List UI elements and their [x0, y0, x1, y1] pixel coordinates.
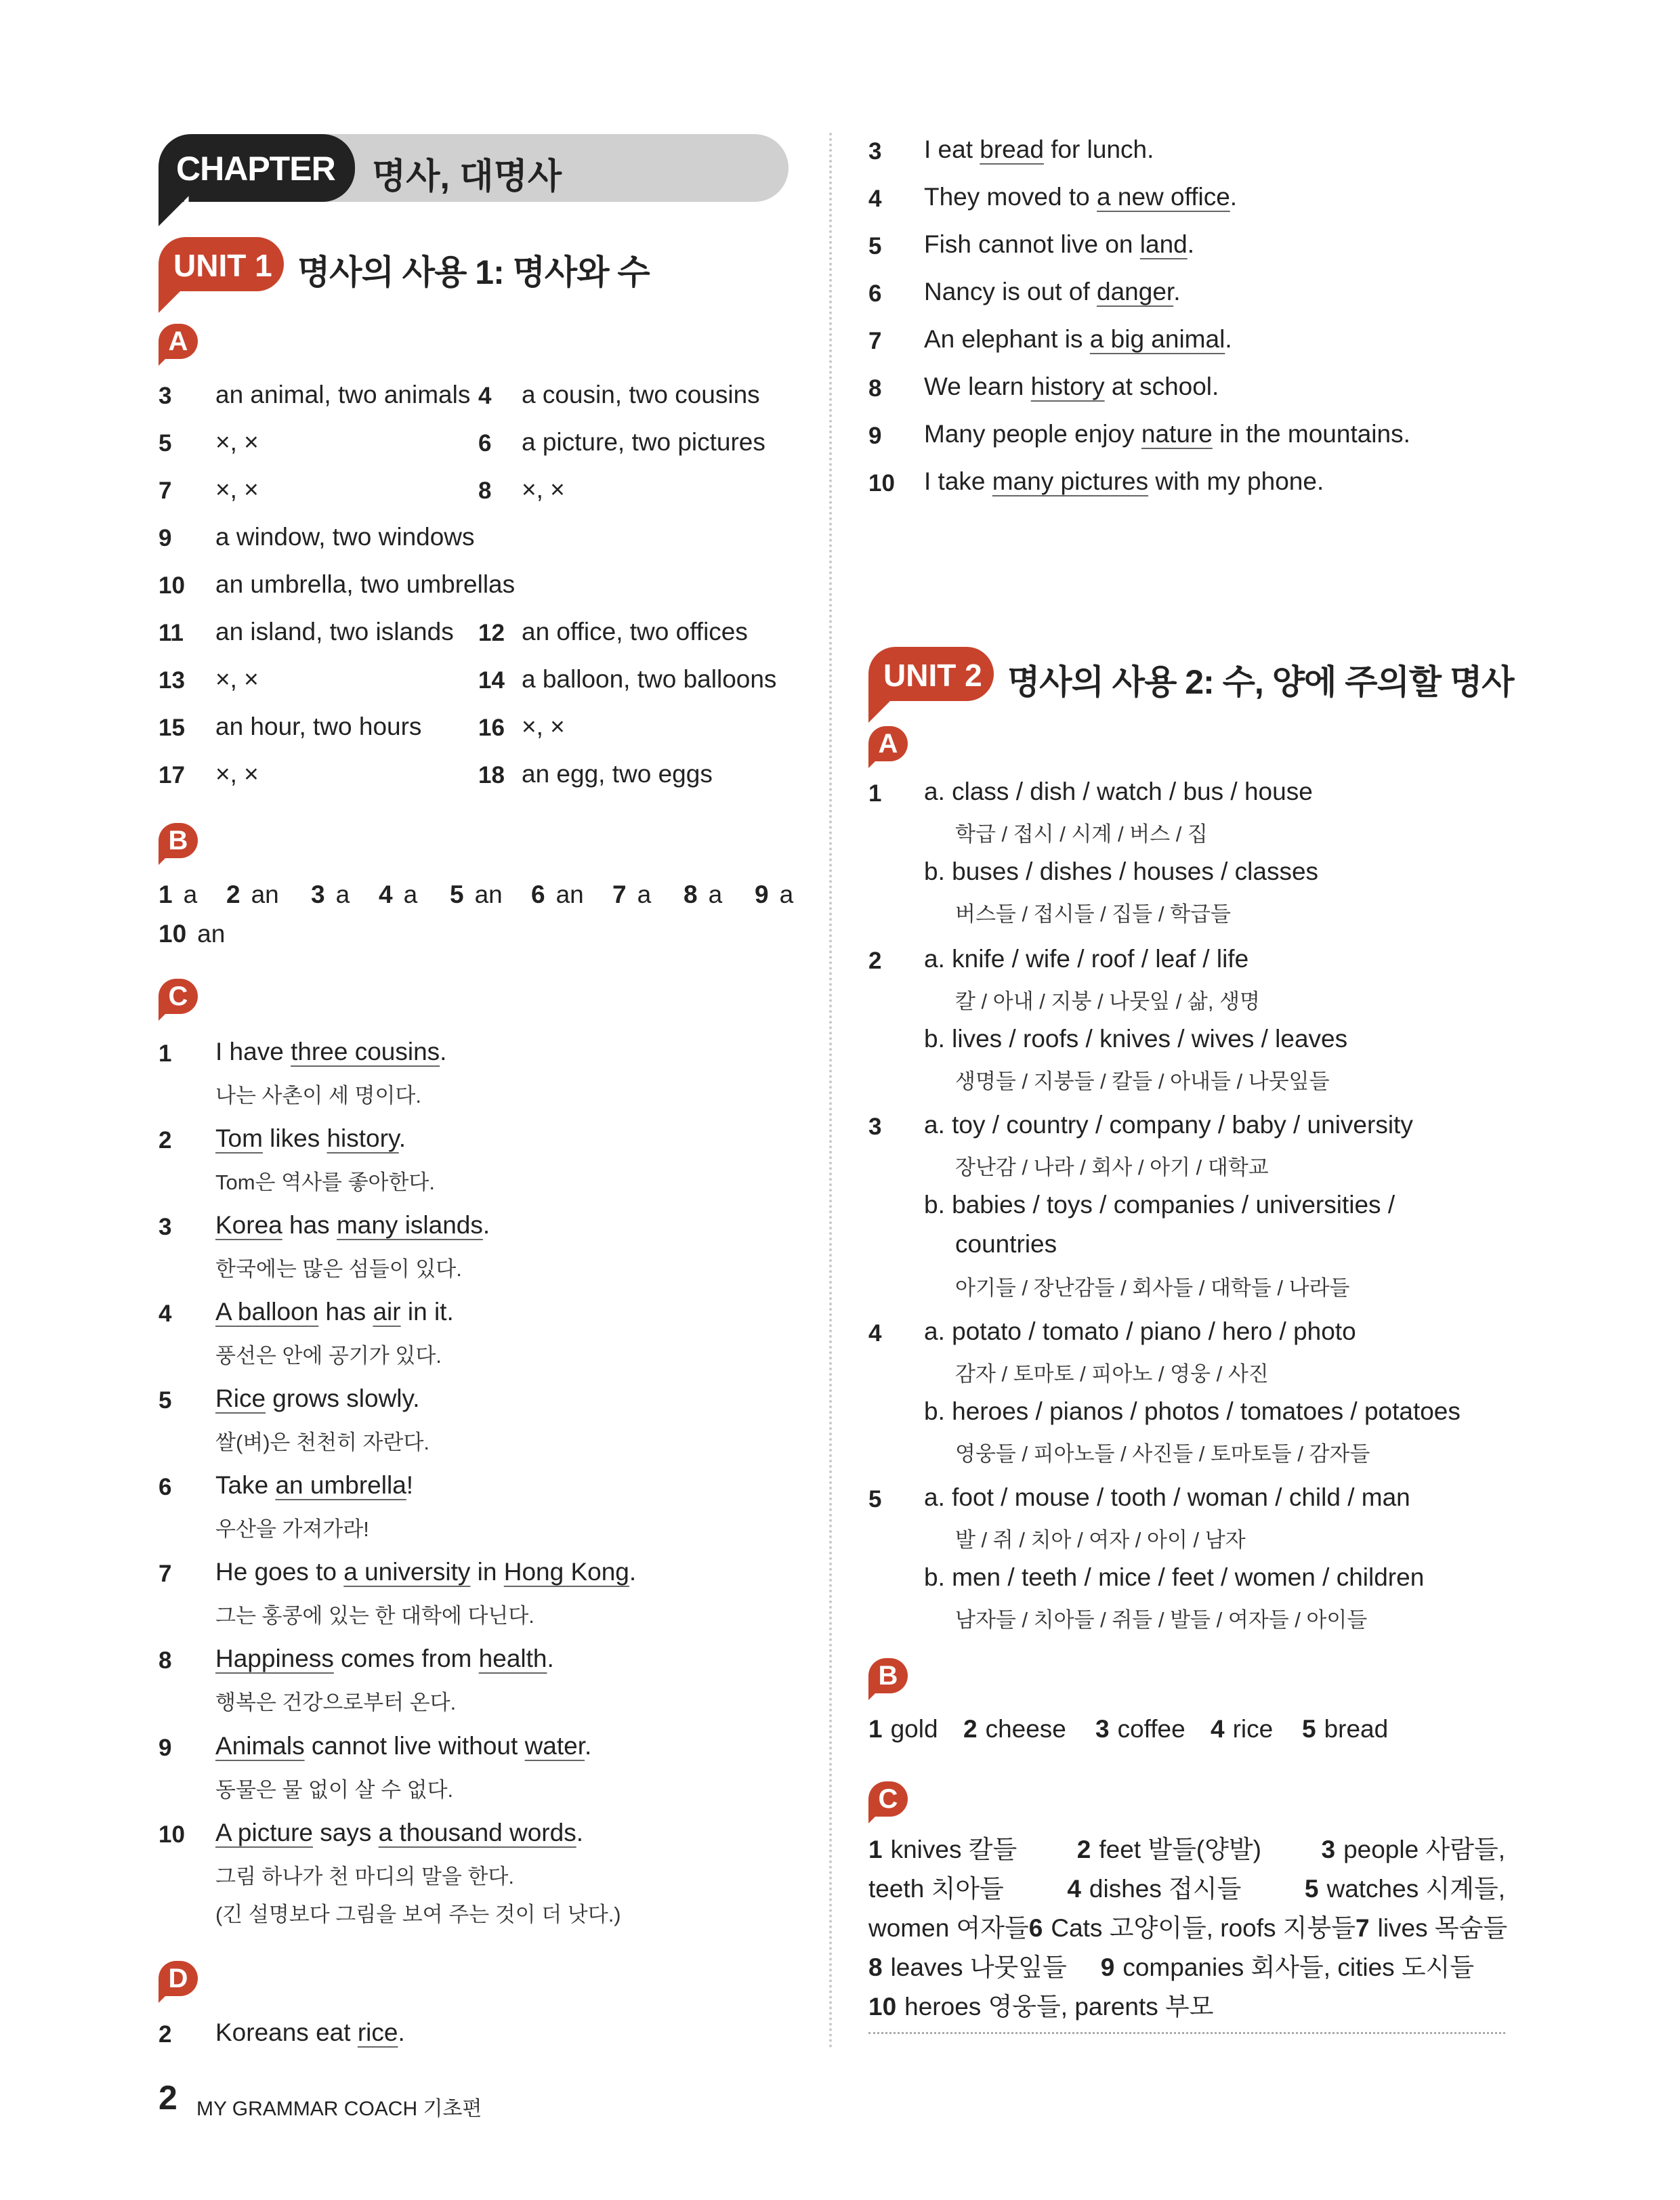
korean-translation: 동물은 물 없이 살 수 없다.: [215, 1778, 454, 1802]
sentence-text: in it.: [400, 1298, 454, 1326]
plural-list: b. babies / toys / companies / universities /: [924, 1191, 1395, 1219]
sentence-text: I take: [924, 467, 992, 495]
chapter-label: CHAPTER 1: [176, 150, 335, 227]
sentence-text: .: [1225, 325, 1232, 353]
c-answer-item: [868, 1909, 1029, 1948]
unit2-title: 명사의 사용 2: 수, 양에 주의할 명사: [1007, 663, 1514, 701]
answer-sentence: [215, 1732, 591, 1760]
item-number: 4: [1067, 1875, 1081, 1903]
answer-sentence: [924, 420, 1410, 448]
answer-sentence: [215, 1384, 420, 1413]
item-number: 4: [868, 186, 882, 212]
answer-sentence: [924, 183, 1237, 211]
chapter-title: 명사, 대명사: [372, 157, 562, 196]
underlined-answer: health: [478, 1645, 547, 1672]
sentence-text: .: [482, 1211, 490, 1239]
answer-text: an umbrella, two umbrellas: [215, 570, 516, 598]
item-number: 6: [1028, 1914, 1043, 1942]
unit1-label: UNIT 1: [173, 248, 272, 283]
item-number: 6: [159, 1474, 172, 1500]
underlined-answer: history: [327, 1124, 399, 1152]
answer-text: women 여자들: [868, 1914, 1029, 1942]
underlined-answer: many islands: [336, 1211, 483, 1239]
sentence-text: Many people enjoy: [924, 420, 1141, 448]
c-answer-item: [868, 1948, 1067, 1987]
sentence-text: .: [629, 1558, 637, 1586]
plural-korean: 아기들 / 장난감들 / 회사들 / 대학들 / 나라들: [955, 1276, 1350, 1300]
item-number: 8: [868, 375, 882, 402]
answer-text: a picture, two pictures: [522, 428, 765, 456]
answer-text: lives 목숨들: [1377, 1914, 1508, 1942]
item-number: 9: [1100, 1953, 1115, 1981]
c-answer-line: [868, 1830, 1505, 1869]
b-answer-item: [868, 1715, 938, 1743]
item-number: 1: [868, 1715, 883, 1743]
section-a-badge: A: [159, 324, 199, 364]
underlined-answer: air: [373, 1298, 401, 1326]
item-number: 12: [478, 620, 505, 646]
answer-text: ×, ×: [215, 665, 259, 693]
chapter-tail: [159, 195, 190, 226]
underlined-answer: a new office: [1097, 183, 1230, 211]
sentence-text: .: [1187, 230, 1195, 258]
korean-translation: 그림 하나가 천 마디의 말을 한다.: [215, 1865, 514, 1888]
plural-list: b. lives / roofs / knives / wives / leaves: [924, 1025, 1348, 1053]
answer-text: teeth 치아들: [868, 1875, 1004, 1903]
answer-sentence: [215, 1819, 583, 1847]
c-answer-item: [1067, 1869, 1241, 1909]
answer-text: an office, two offices: [522, 618, 748, 646]
korean-translation: 우산을 가져가라!: [215, 1517, 369, 1541]
item-number: 9: [755, 881, 769, 908]
sentence-text: An elephant is: [924, 325, 1090, 353]
singular-list: a. potato / tomato / piano / hero / photo: [924, 1317, 1356, 1345]
c-answer-item: [1356, 1909, 1507, 1948]
b-answer-item: [755, 881, 793, 909]
item-number: 1: [868, 780, 882, 807]
item-number: 11: [159, 620, 184, 646]
unit2-section-b-badge: B: [868, 1658, 909, 1699]
item-number: 16: [478, 715, 505, 741]
column-divider: [829, 133, 832, 2050]
sentence-text: in: [470, 1558, 504, 1586]
item-number: 8: [478, 478, 492, 504]
answer-text: an: [474, 881, 503, 908]
sentence-text: .: [585, 1732, 592, 1760]
answer-sentence: [215, 1471, 413, 1500]
answer-text: heroes 영웅들, parents 부모: [904, 1993, 1214, 2021]
korean-translation: 행복은 건강으로부터 온다.: [215, 1691, 457, 1714]
answer-sentence: [215, 1298, 454, 1326]
sentence-text: says: [312, 1819, 379, 1846]
underlined-answer: a university: [343, 1558, 471, 1586]
c-answer-item: [868, 1987, 1214, 2027]
item-number: 7: [612, 881, 627, 908]
b-answer-item: [1211, 1715, 1273, 1743]
underlined-answer: Rice: [215, 1384, 266, 1412]
item-number: 5: [1302, 1715, 1316, 1743]
sentence-text: cannot live without: [304, 1732, 525, 1760]
c-answer-item: [868, 1830, 1017, 1869]
sentence-text: We learn: [924, 373, 1031, 400]
item-number: 15: [159, 715, 185, 741]
sentence-text: .: [1173, 278, 1181, 305]
korean-note: (긴 설명보다 그림을 보여 주는 것이 더 낫다.): [215, 1903, 621, 1926]
b-answer-item: [963, 1715, 1066, 1743]
sentence-text: has: [282, 1211, 337, 1239]
c-answer-item: [1029, 1909, 1356, 1948]
underlined-answer: land: [1139, 230, 1188, 258]
unit1-pill: [159, 237, 284, 291]
item-number: 7: [159, 478, 172, 504]
underlined-answer: Hong Kong: [503, 1558, 629, 1586]
item-number: 5: [868, 233, 882, 259]
answer-text: watches 시계들,: [1326, 1875, 1505, 1903]
answer-sentence: [215, 1038, 446, 1066]
unit1-tail: [159, 286, 186, 313]
answer-text: companies 회사들, cities 도시들: [1122, 1953, 1475, 1981]
answer-sentence: [924, 230, 1194, 259]
item-number: 4: [478, 383, 492, 409]
sentence-text: I eat: [924, 135, 980, 163]
sentence-text: Fish cannot live on: [924, 230, 1140, 258]
item-number: 1: [159, 1040, 172, 1067]
korean-translation: Tom은 역사를 좋아한다.: [215, 1170, 435, 1194]
underlined-answer: A balloon: [215, 1298, 319, 1326]
item-number: 7: [868, 328, 882, 354]
plural-list: b. men / teeth / mice / feet / women / children: [924, 1563, 1425, 1591]
item-number: 2: [963, 1715, 978, 1743]
b-answer-item: [159, 920, 225, 948]
answer-text: people 사람들,: [1343, 1836, 1505, 1863]
answer-text: an: [555, 881, 584, 908]
underlined-answer: rice: [357, 2018, 398, 2046]
answer-text: gold: [890, 1715, 938, 1743]
answer-text: a: [403, 881, 418, 908]
item-number: 2: [1076, 1836, 1091, 1863]
korean-translation: 쌀(벼)은 천천히 자란다.: [215, 1431, 429, 1454]
item-number: 17: [159, 762, 185, 788]
answer-text: leaves 나뭇잎들: [890, 1953, 1067, 1981]
item-number: 3: [159, 383, 172, 409]
answer-text: bread: [1324, 1715, 1389, 1743]
item-number: 3: [1095, 1715, 1110, 1743]
answer-text: a window, two windows: [215, 523, 475, 551]
underlined-answer: three cousins: [291, 1038, 440, 1065]
c-answer-line: [868, 1948, 1505, 1987]
answer-text: ×, ×: [215, 428, 259, 456]
sentence-text: .: [440, 1038, 447, 1065]
plural-list: b. heroes / pianos / photos / tomatoes / potatoes: [924, 1397, 1461, 1425]
singular-korean: 칼 / 아내 / 지붕 / 나뭇잎 / 삶, 생명: [955, 990, 1260, 1013]
b-answer-item: [1095, 1715, 1185, 1743]
item-number: 2: [226, 881, 240, 908]
answer-sentence: [924, 373, 1219, 401]
item-number: 9: [868, 423, 882, 449]
korean-translation: 그는 홍콩에 있는 한 대학에 다닌다.: [215, 1604, 534, 1628]
underlined-answer: a big animal: [1089, 325, 1225, 353]
item-number: 9: [159, 1735, 172, 1761]
sentence-text: I have: [215, 1038, 291, 1065]
item-number: 18: [478, 762, 505, 788]
singular-list: a. toy / country / company / baby / university: [924, 1111, 1413, 1139]
korean-translation: 나는 사촌이 세 명이다.: [215, 1084, 421, 1107]
sentence-text: .: [576, 1819, 583, 1846]
answer-text: a balloon, two balloons: [522, 665, 777, 693]
underlined-answer: nature: [1141, 420, 1213, 448]
plural-korean: 영웅들 / 피아노들 / 사진들 / 토마토들 / 감자들: [955, 1442, 1370, 1466]
answer-sentence: [924, 278, 1180, 306]
item-number: 5: [1304, 1875, 1319, 1903]
c-answer-item: [1101, 1948, 1474, 1987]
singular-korean: 감자 / 토마토 / 피아노 / 영웅 / 사진: [955, 1362, 1269, 1386]
unit2-section-a-badge: A: [868, 726, 909, 767]
korean-translation: 풍선은 안에 공기가 있다.: [215, 1344, 442, 1368]
item-number: 8: [159, 1647, 172, 1674]
answer-sentence: [215, 1211, 490, 1240]
sentence-text: !: [406, 1471, 414, 1499]
item-number: 1: [868, 1836, 883, 1863]
item-number: 10: [159, 572, 185, 599]
item-number: 5: [159, 430, 172, 457]
answer-text: an egg, two eggs: [522, 760, 713, 788]
answer-text: an island, two islands: [215, 618, 454, 646]
singular-korean: 발 / 쥐 / 치아 / 여자 / 아이 / 남자: [955, 1528, 1246, 1552]
b-answer-item: [612, 881, 651, 909]
item-number: 5: [159, 1387, 172, 1414]
underlined-answer: many pictures: [992, 467, 1149, 495]
b-answer-item: [531, 881, 584, 909]
c-answer-line: [868, 1869, 1505, 1909]
section-c-badge: C: [159, 979, 199, 1019]
item-number: 5: [868, 1486, 882, 1512]
footer-title: MY GRAMMAR COACH 기초편: [196, 2098, 482, 2120]
answer-text: ×, ×: [215, 475, 259, 503]
item-number: 5: [450, 881, 464, 908]
answer-text: a: [335, 881, 350, 908]
plural-korean: 생명들 / 지붕들 / 칼들 / 아내들 / 나뭇잎들: [955, 1070, 1330, 1093]
plural-korean: 버스들 / 접시들 / 집들 / 학급들: [955, 902, 1231, 926]
unit2-section-c-badge: C: [868, 1781, 909, 1822]
sentence-text: Koreans eat: [215, 2018, 358, 2046]
c-answer-line: [868, 1909, 1508, 1948]
bottom-dotted-rule: [868, 2032, 1505, 2034]
b-answer-item: [159, 881, 197, 909]
b-answer-item: [684, 881, 722, 909]
singular-korean: 장난감 / 나라 / 회사 / 아기 / 대학교: [955, 1156, 1269, 1179]
underlined-answer: water: [524, 1732, 585, 1760]
item-number: 2: [868, 948, 882, 974]
item-number: 6: [531, 881, 545, 908]
item-number: 4: [868, 1320, 882, 1347]
c-answer-item: [1077, 1830, 1261, 1869]
singular-list: a. foot / mouse / tooth / woman / child / man: [924, 1483, 1410, 1511]
plural-korean: 남자들 / 치아들 / 쥐들 / 발들 / 여자들 / 아이들: [955, 1608, 1368, 1632]
item-number: 7: [159, 1561, 172, 1587]
item-number: 3: [311, 881, 325, 908]
underlined-answer: Happiness: [215, 1645, 334, 1672]
plural-list-cont: countries: [955, 1230, 1057, 1258]
underlined-answer: a thousand words: [378, 1819, 576, 1846]
answer-text: ×, ×: [522, 713, 565, 740]
singular-list: a. class / dish / watch / bus / house: [924, 778, 1313, 805]
answer-sentence: [215, 2018, 405, 2047]
sentence-text: for lunch.: [1043, 135, 1154, 163]
c-answer-item: [1322, 1830, 1505, 1869]
item-number: 14: [478, 667, 505, 694]
answer-text: a: [779, 881, 794, 908]
b-answer-item: [379, 881, 417, 909]
underlined-answer: an umbrella: [275, 1471, 406, 1499]
item-number: 2: [159, 1127, 172, 1154]
sentence-text: .: [1230, 183, 1238, 211]
answer-sentence: [924, 135, 1154, 164]
answer-text: ×, ×: [522, 475, 565, 503]
sentence-text: Nancy is out of: [924, 278, 1097, 305]
underlined-answer: Korea: [215, 1211, 282, 1239]
sentence-text: grows slowly.: [266, 1384, 420, 1412]
answer-sentence: [215, 1645, 554, 1673]
item-number: 3: [159, 1214, 172, 1240]
sentence-text: in the mountains.: [1212, 420, 1410, 448]
answer-text: an: [251, 881, 279, 908]
item-number: 8: [868, 1953, 883, 1981]
sentence-text: He goes to: [215, 1558, 344, 1586]
sentence-text: likes: [262, 1124, 327, 1152]
underlined-answer: history: [1030, 373, 1105, 400]
underlined-answer: A picture: [215, 1819, 313, 1846]
c-answer-item: [868, 1869, 1004, 1909]
item-number: 10: [159, 1821, 185, 1848]
answer-text: a: [637, 881, 652, 908]
underlined-answer: Animals: [215, 1732, 305, 1760]
chapter-banner: [159, 134, 789, 227]
sentence-text: .: [547, 1645, 554, 1672]
singular-korean: 학급 / 접시 / 시계 / 버스 / 집: [955, 822, 1208, 846]
answer-sentence: [924, 325, 1232, 354]
item-number: 1: [159, 881, 173, 908]
chapter-label-box: [159, 134, 355, 227]
item-number: 4: [379, 881, 393, 908]
c-answer-item: [1305, 1869, 1505, 1909]
b-answer-item: [226, 881, 279, 909]
item-number: 8: [684, 881, 698, 908]
item-number: 7: [1356, 1914, 1370, 1942]
answer-text: dishes 접시들: [1089, 1875, 1242, 1903]
item-number: 10: [868, 1993, 897, 2021]
b-answer-item: [311, 881, 350, 909]
page-number: 2: [159, 2079, 177, 2117]
item-number: 10: [868, 470, 895, 496]
item-number: 13: [159, 667, 185, 694]
section-b-badge: B: [159, 823, 199, 864]
answer-sentence: [924, 467, 1324, 496]
underlined-answer: bread: [980, 135, 1044, 163]
sentence-text: with my phone.: [1148, 467, 1324, 495]
unit2-pill: [868, 647, 994, 701]
answer-text: a cousin, two cousins: [522, 381, 760, 408]
item-number: 6: [478, 430, 492, 457]
item-number: 3: [1321, 1836, 1336, 1863]
answer-sentence: [215, 1558, 636, 1586]
b-answer-item: [1302, 1715, 1388, 1743]
underlined-answer: Tom: [215, 1124, 263, 1152]
answer-text: rice: [1232, 1715, 1274, 1743]
answer-text: cheese: [985, 1715, 1066, 1743]
item-number: 3: [868, 138, 882, 165]
sentence-text: Take: [215, 1471, 276, 1499]
b-answer-item: [450, 881, 503, 909]
item-number: 4: [159, 1300, 172, 1327]
sentence-text: comes from: [333, 1645, 479, 1672]
singular-list: a. knife / wife / roof / leaf / life: [924, 945, 1249, 973]
answer-text: a: [183, 881, 198, 908]
underlined-answer: danger: [1097, 278, 1174, 305]
answer-text: a: [708, 881, 723, 908]
sentence-text: .: [398, 2018, 405, 2046]
unit2-tail: [868, 696, 896, 723]
item-number: 10: [159, 920, 187, 948]
sentence-text: .: [398, 1124, 406, 1152]
answer-sentence: [215, 1124, 406, 1153]
answer-text: an hour, two hours: [215, 713, 422, 740]
sentence-text: at school.: [1104, 373, 1219, 400]
item-number: 4: [1211, 1715, 1225, 1743]
plural-list: b. buses / dishes / houses / classes: [924, 858, 1319, 885]
korean-translation: 한국에는 많은 섬들이 있다.: [215, 1257, 462, 1281]
c-answer-paragraph: [868, 1830, 1508, 2027]
answer-text: an animal, two animals: [215, 381, 471, 408]
unit2-label: UNIT 2: [883, 658, 982, 693]
answer-text: feet 발들(양발): [1099, 1836, 1261, 1863]
answer-text: an: [197, 920, 226, 948]
unit1-title: 명사의 사용 1: 명사와 수: [297, 253, 650, 291]
answer-text: coffee: [1117, 1715, 1185, 1743]
item-number: 6: [868, 280, 882, 307]
item-number: 2: [159, 2021, 172, 2048]
sentence-text: has: [318, 1298, 373, 1326]
answer-text: knives 칼들: [890, 1836, 1017, 1863]
c-answer-line: [868, 1987, 1505, 2027]
sentence-text: They moved to: [924, 183, 1097, 211]
answer-text: Cats 고양이들, roofs 지붕들: [1051, 1914, 1356, 1942]
item-number: 9: [159, 525, 172, 551]
answer-text: ×, ×: [215, 760, 259, 788]
section-d-badge: D: [159, 1961, 199, 2002]
item-number: 3: [868, 1114, 882, 1140]
